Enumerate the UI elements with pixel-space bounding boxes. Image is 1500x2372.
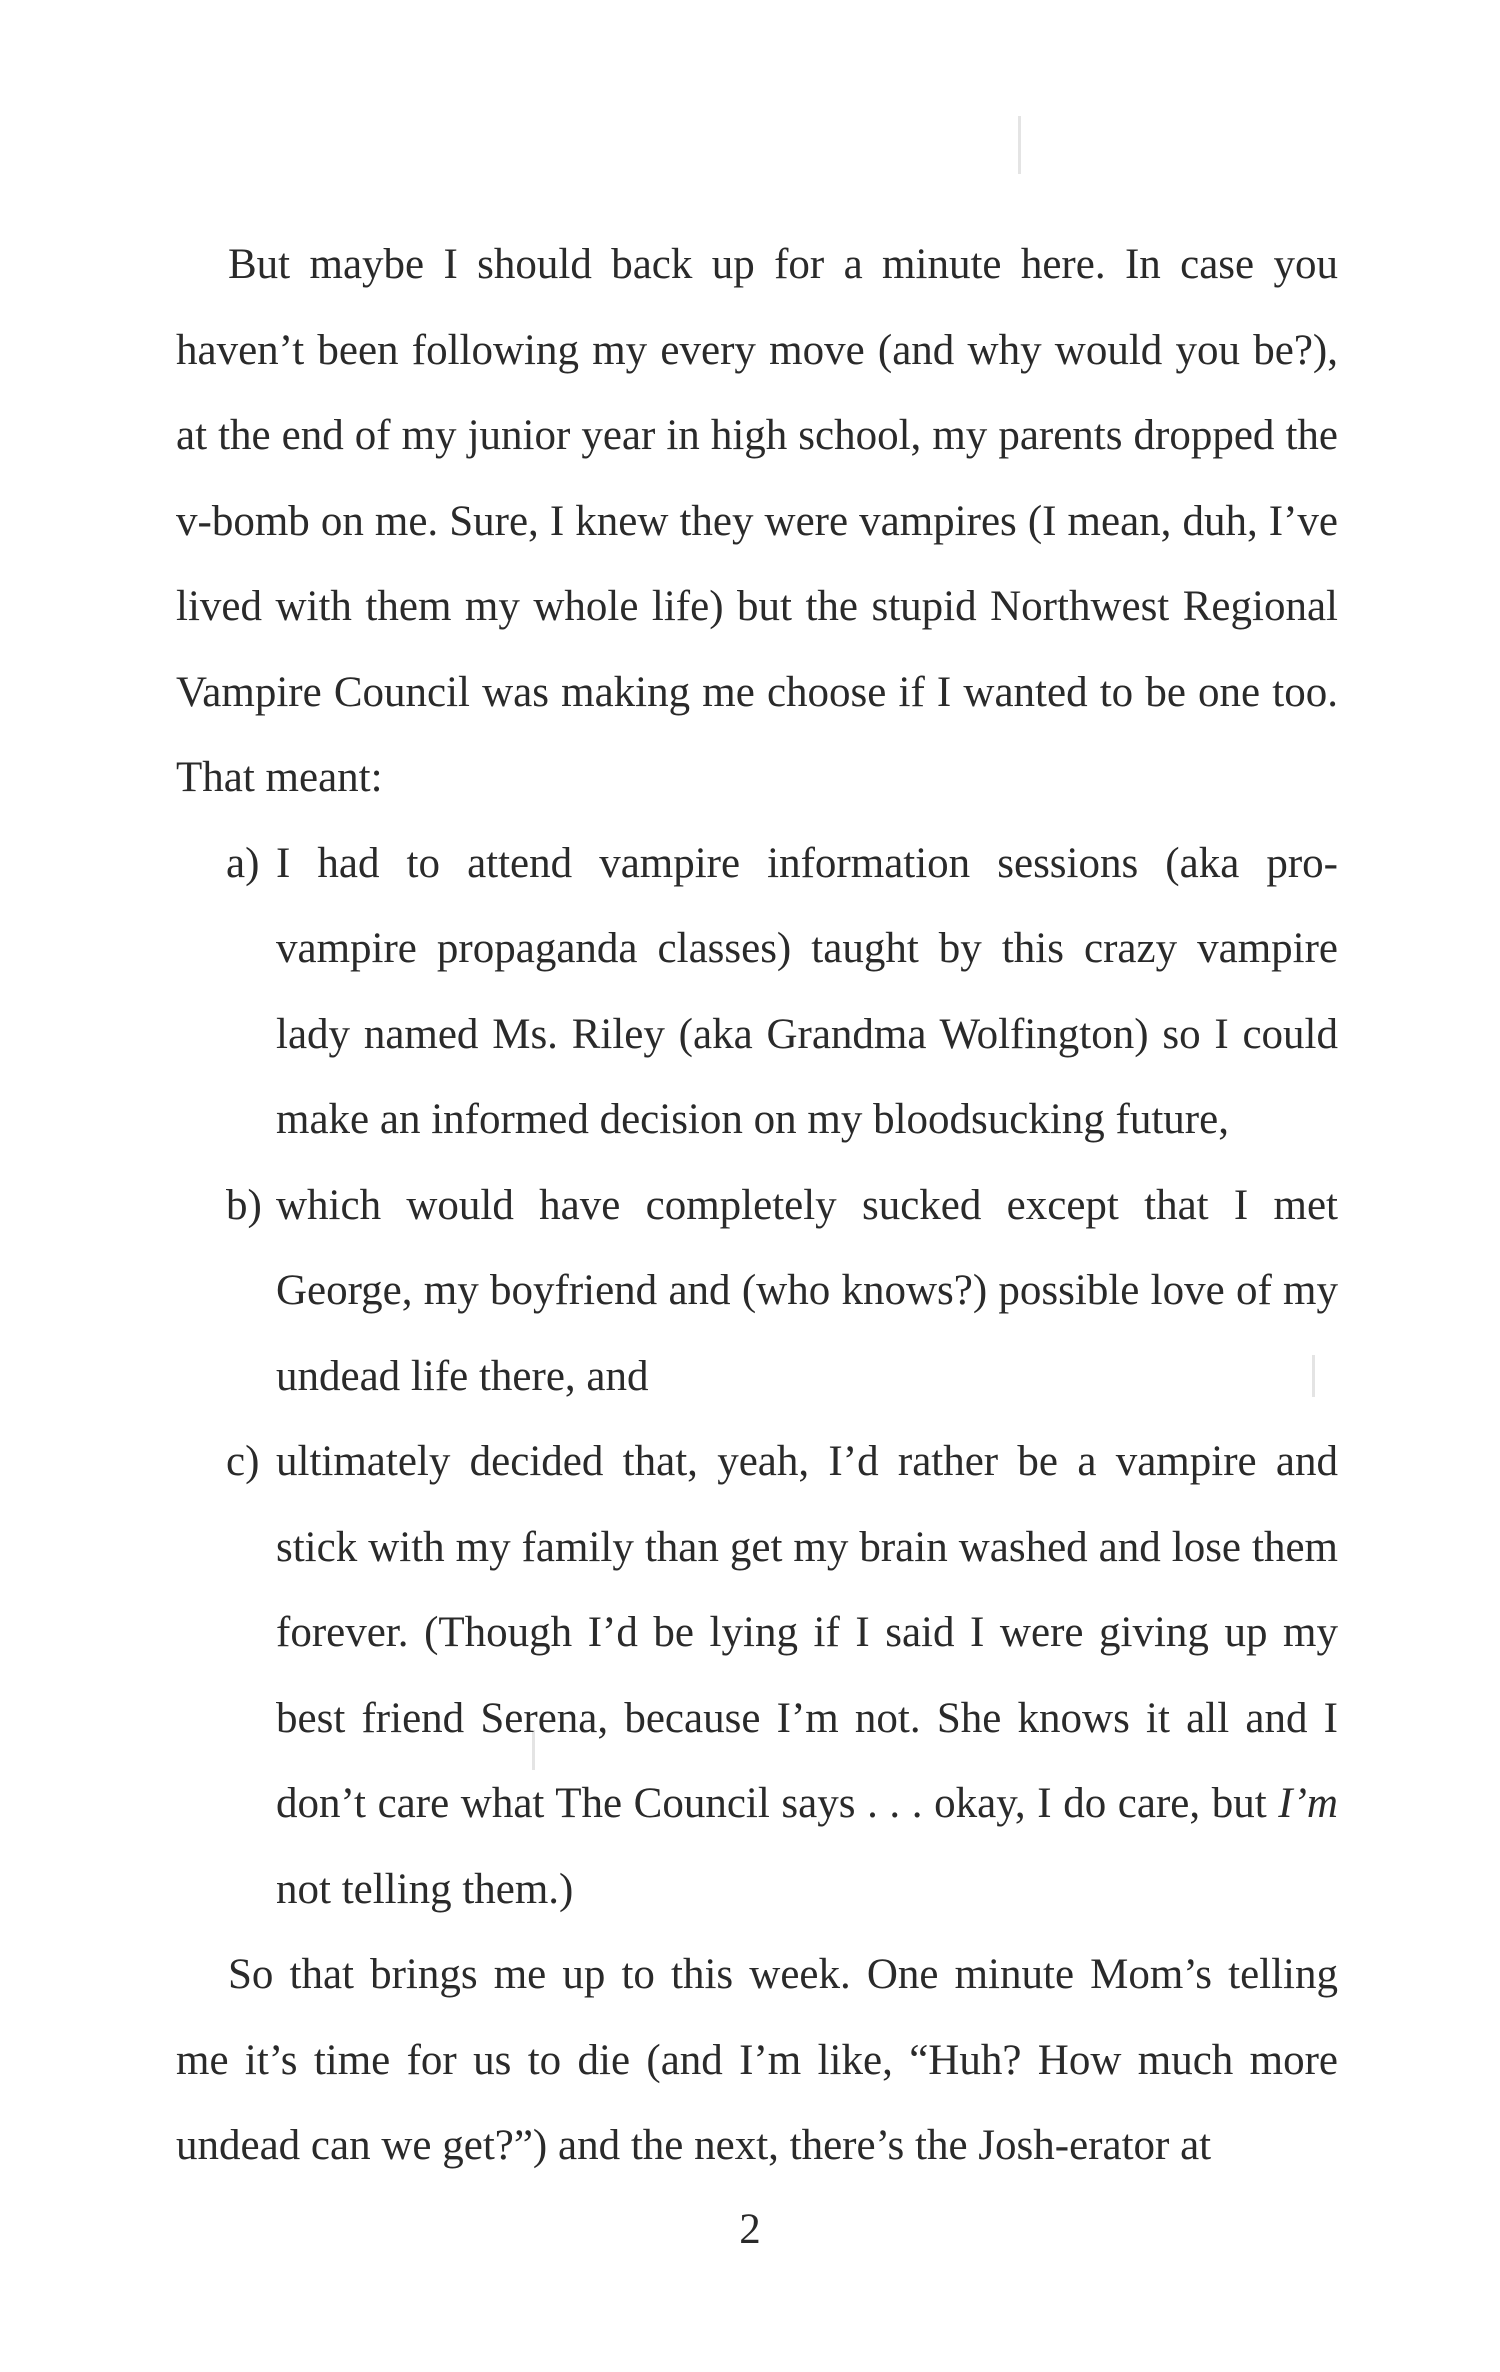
list-item-a — [176, 821, 1338, 1163]
list-item-b — [176, 1163, 1338, 1420]
closing-paragraph: So that brings me up to this week. One minute Mom’s telling me it’s time for us to die (and I’m like, “Huh? How much more undead can we get?”) and the next, there’s the Josh-erator at — [176, 1951, 1338, 2169]
emphasized-word: I’m — [1278, 1780, 1338, 1827]
list-marker: c) — [226, 1438, 260, 1485]
body-text — [176, 222, 1338, 2189]
list-item-c — [176, 1419, 1338, 1932]
options-list — [176, 821, 1338, 1933]
list-marker: a) — [226, 839, 260, 887]
list-item-text: I had to attend vampire information sessions (aka pro-vampire propaganda classes) taught by this crazy vampire lady named Ms. Riley (aka Grandma Wolfington) so I could make an informed decision on my bloodsucking future, — [276, 839, 1338, 1143]
list-item-text: which would have completely sucked except that I met George, my boyfriend and (who knows?) possible love of my undead life there, and — [276, 1181, 1338, 1400]
list-marker: b) — [226, 1181, 262, 1229]
scan-artifact-top — [1018, 116, 1021, 174]
list-item-text-end: not telling them.) — [276, 1865, 574, 1913]
intro-paragraph: But maybe I should back up for a minute here. In case you haven’t been following my every move (and why would you be?), at the end of my junior year in high school, my parents dropped the v-bomb on me. Sure, I knew they were vampires (I mean, duh, I’ve lived with them my whole life) but the stupid Northwest Regional Vampire Council was making me choose if I wanted to be one too. That meant: — [176, 241, 1338, 801]
page-number: 2 — [739, 2206, 761, 2253]
list-item-text: ultimately decided that, yeah, I’d rather be a vampire and stick with my family than get my brain washed and lose them forever. (Though I’d be lying if I said I were giving up my best friend Serena, because I’m not. She knows it all and I don’t care what The Council says . . . okay, I do care, but — [276, 1438, 1338, 1827]
